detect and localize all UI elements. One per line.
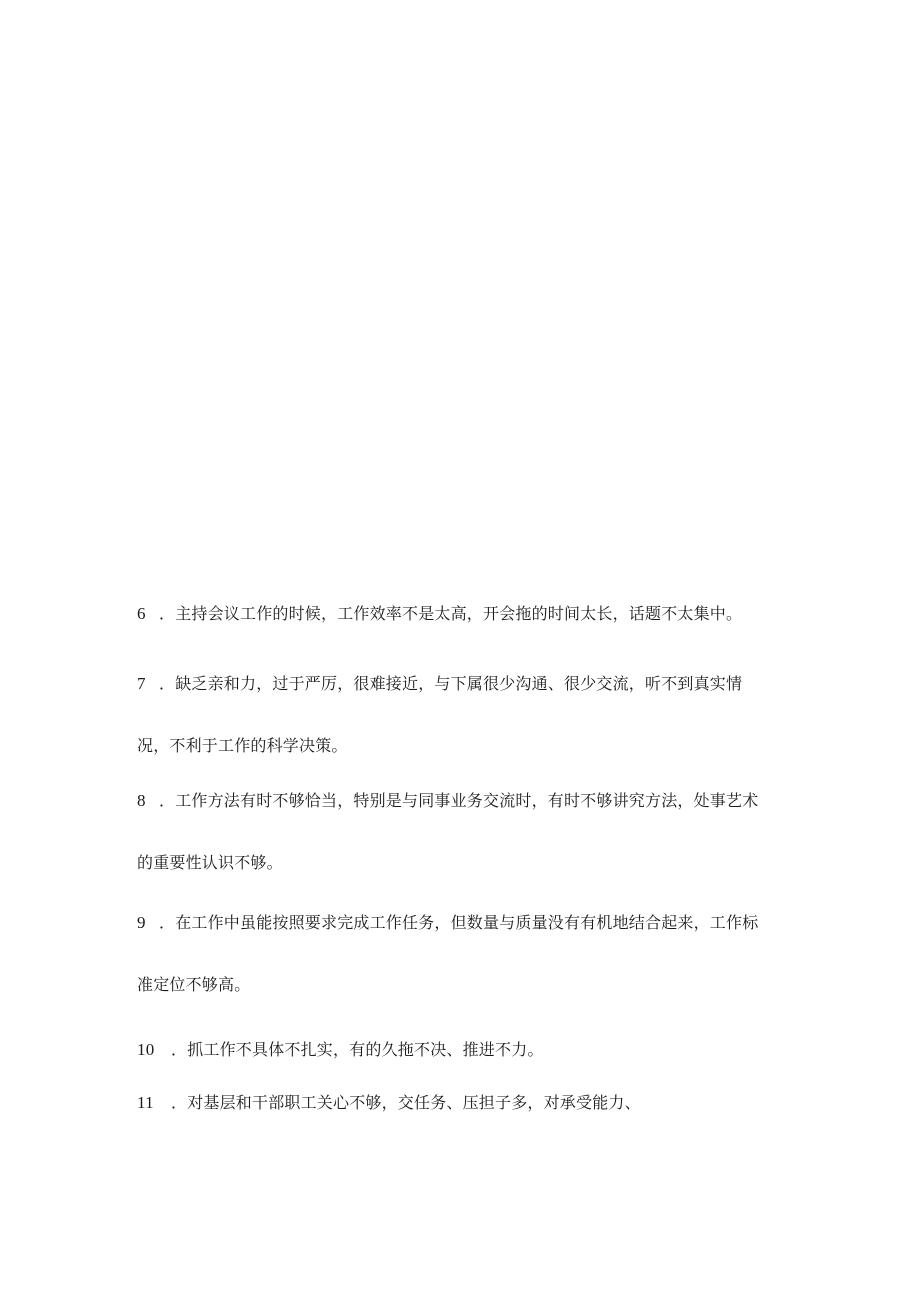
- list-item-8: [137, 770, 787, 894]
- item-number: 7: [137, 674, 146, 693]
- item-line-continued: 的重要性认识不够。: [137, 853, 283, 872]
- item-line-continued: 准定位不够高。: [137, 975, 251, 994]
- item-text: ．在工作中虽能按照要求完成工作任务，但数量与质量没有有机地结合起来，工作标: [159, 913, 759, 932]
- list-item-9: [137, 892, 787, 1016]
- item-line: [137, 892, 787, 954]
- item-line: [137, 770, 787, 832]
- item-line: [137, 653, 787, 715]
- item-text: ．对基层和干部职工关心不够，交任务、压担子多，对承受能力、: [171, 1093, 641, 1112]
- item-number: 9: [137, 913, 146, 932]
- list-item-6: [137, 583, 787, 645]
- item-line-continued: 况，不利于工作的科学决策。: [137, 736, 348, 755]
- item-text: ．工作方法有时不够恰当，特别是与同事业务交流时，有时不够讲究方法，处事艺术: [159, 791, 759, 810]
- item-line: [137, 583, 787, 645]
- item-number: 10: [137, 1040, 155, 1059]
- item-text: ．主持会议工作的时候，工作效率不是太高，开会拖的时间太长，话题不太集中。: [159, 604, 743, 623]
- list-item-11: [137, 1072, 787, 1134]
- item-number: 6: [137, 604, 146, 623]
- item-text: ．缺乏亲和力，过于严厉，很难接近，与下属很少沟通、很少交流，听不到真实情: [159, 674, 743, 693]
- item-line: [137, 1072, 787, 1134]
- item-number: 11: [137, 1093, 154, 1112]
- item-text: ．抓工作不具体不扎实，有的久拖不决、推进不力。: [171, 1040, 544, 1059]
- item-number: 8: [137, 791, 146, 810]
- list-item-7: [137, 653, 787, 777]
